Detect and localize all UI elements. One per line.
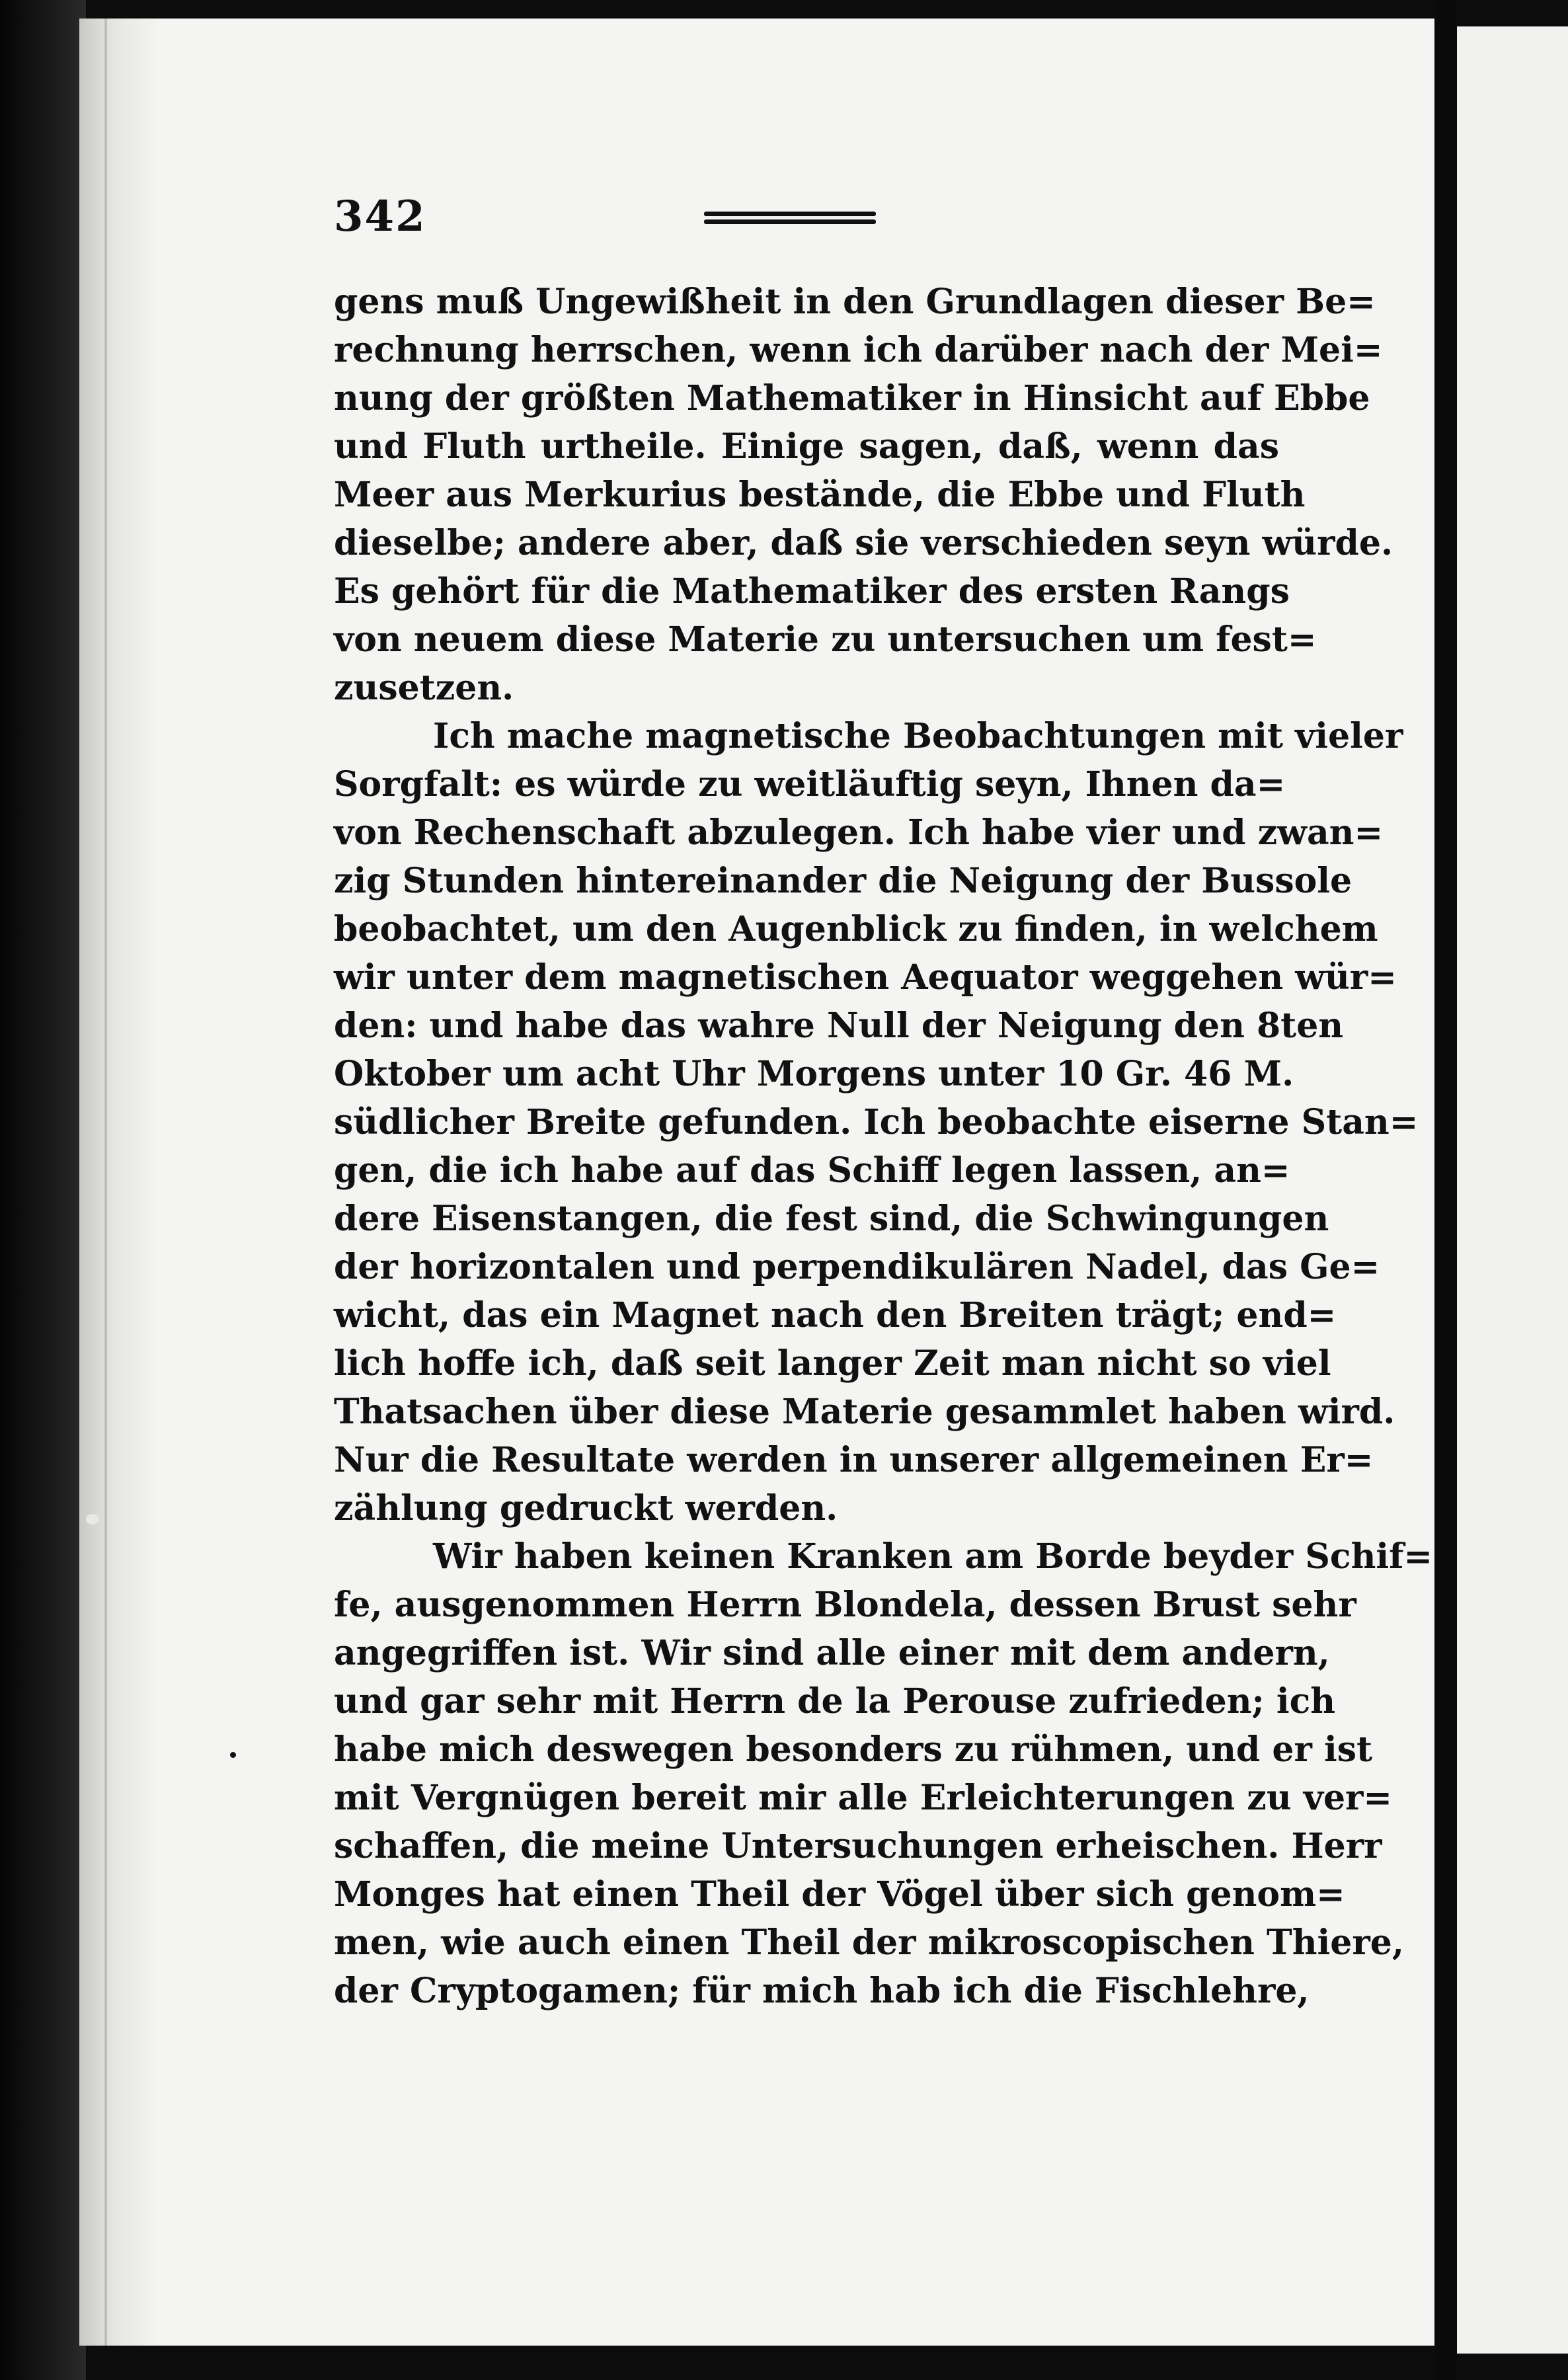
- paragraph: [334, 712, 1419, 1532]
- text-line: Thatsachen über diese Materie gesammlet haben wird.: [334, 1392, 1395, 1432]
- text-line: beobachtet, um den Augenblick zu finden, in welchem: [334, 909, 1378, 949]
- text-line: rechnung herrschen, wenn ich darüber nach der Mei=: [334, 330, 1383, 370]
- text-line: wicht, das ein Magnet nach den Breiten trägt; end=: [334, 1295, 1337, 1335]
- text-line: Meer aus Merkurius bestände, die Ebbe und Fluth: [334, 475, 1306, 515]
- text-line: und Fluth urtheile. Einige sagen, daß, wenn das: [334, 426, 1279, 467]
- text-line: von neuem diese Materie zu untersuchen um fest=: [334, 619, 1317, 660]
- text-line: gens muß Ungewißheit in den Grundlagen dieser Be=: [334, 282, 1376, 322]
- text-line: habe mich deswegen besonders zu rühmen, und er ist: [334, 1729, 1373, 1770]
- text-line: und gar sehr mit Herrn de la Perouse zufrieden; ich: [334, 1681, 1336, 1722]
- text-line: der horizontalen und perpendikulären Nadel, das Ge=: [334, 1247, 1380, 1287]
- text-line: von Rechenschaft abzulegen. Ich habe vier und zwan=: [334, 813, 1384, 853]
- text-line: gen, die ich habe auf das Schiff legen lassen, an=: [334, 1150, 1290, 1191]
- page-divider-shadow: [1434, 0, 1457, 2380]
- text-line: zählung gedruckt werden.: [334, 1488, 838, 1528]
- text-line: men, wie auch einen Theil der mikroscopischen Thiere,: [334, 1923, 1404, 1963]
- page-number: 342: [334, 192, 426, 241]
- scan-speck: [230, 1752, 236, 1758]
- running-head: [334, 192, 1259, 251]
- ornamental-rule: [704, 212, 876, 227]
- text-line: Sorgfalt: es würde zu weitläuftig seyn, Ihnen da=: [334, 764, 1286, 805]
- text-line: Ich mache magnetische Beobachtungen mit vieler: [433, 716, 1403, 756]
- text-line: fe, ausgenommen Herrn Blondela, dessen Brust sehr: [334, 1585, 1356, 1625]
- paragraph: [334, 1532, 1433, 2015]
- text-line: Nur die Resultate werden in unserer allgemeinen Er=: [334, 1440, 1374, 1480]
- text-line: südlicher Breite gefunden. Ich beobachte eiserne Stan=: [334, 1102, 1419, 1142]
- facing-page-edge: [1457, 26, 1568, 2354]
- paragraph: [334, 278, 1393, 712]
- text-line: zusetzen.: [334, 668, 514, 708]
- text-line: angegriffen ist. Wir sind alle einer mit dem andern,: [334, 1633, 1330, 1673]
- text-line: mit Vergnügen bereit mir alle Erleichterungen zu ver=: [334, 1778, 1393, 1818]
- text-line: Monges hat einen Theil der Vögel über sich genom=: [334, 1874, 1345, 1915]
- text-line: dere Eisenstangen, die fest sind, die Schwingungen: [334, 1199, 1329, 1239]
- text-line: Es gehört für die Mathematiker des ersten Rangs: [334, 571, 1290, 612]
- text-line: dieselbe; andere aber, daß sie verschieden seyn würde.: [334, 523, 1393, 563]
- text-line: schaffen, die meine Untersuchungen erheischen. Herr: [334, 1826, 1382, 1866]
- text-line: nung der größten Mathematiker in Hinsicht auf Ebbe: [334, 378, 1370, 418]
- scan-speck: [86, 1514, 99, 1525]
- book-edge-shadow: [0, 0, 86, 2380]
- text-line: lich hoffe ich, daß seit langer Zeit man nicht so viel: [334, 1343, 1331, 1384]
- text-line: wir unter dem magnetischen Aequator weggehen wür=: [334, 957, 1397, 998]
- text-line: Oktober um acht Uhr Morgens unter 10 Gr. 46 M.: [334, 1054, 1294, 1094]
- page-gutter: [79, 19, 159, 2346]
- text-line: zig Stunden hintereinander die Neigung der Bussole: [334, 861, 1352, 901]
- text-line: den: und habe das wahre Null der Neigung den 8ten: [334, 1006, 1344, 1046]
- text-line: Wir haben keinen Kranken am Borde beyder Schif=: [433, 1536, 1433, 1577]
- text-line: der Cryptogamen; für mich hab ich die Fischlehre,: [334, 1971, 1310, 2011]
- body-text: [334, 278, 1433, 2015]
